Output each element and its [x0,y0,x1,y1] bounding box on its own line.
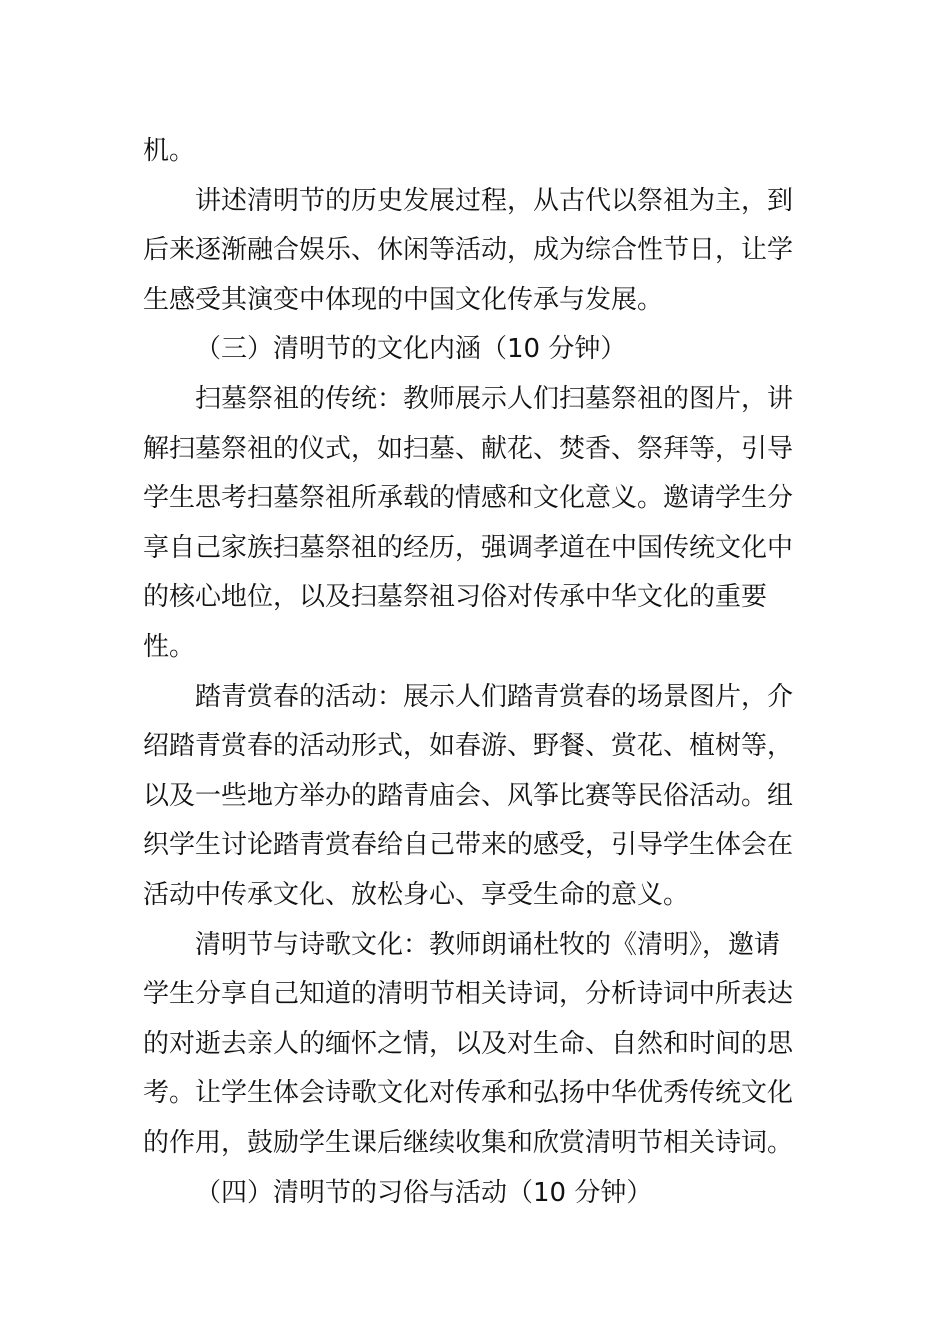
text-line: 后来逐渐融合娱乐、休闲等活动，成为综合性节日，让学 [143,235,794,265]
text-line: 绍踏青赏春的活动形式，如春游、野餐、赏花、植树等， [143,731,794,761]
text-line: 的作用，鼓励学生课后继续收集和欣赏清明节相关诗词。 [143,1128,794,1158]
text-line: 的对逝去亲人的缅怀之情，以及对生命、自然和时间的思 [143,1029,794,1059]
section-heading-3: （三）清明节的文化内涵（10 分钟） [195,334,627,364]
text-line: 解扫墓祭祖的仪式，如扫墓、献花、焚香、祭拜等，引导 [143,434,794,464]
paragraph-start: 扫墓祭祖的传统：教师展示人们扫墓祭祖的图片，讲 [195,384,794,414]
text-line: 生感受其演变中体现的中国文化传承与发展。 [143,285,664,315]
text-line: 学生思考扫墓祭祖所承载的情感和文化意义。邀请学生分 [143,483,794,513]
text-line: 机。 [143,136,196,166]
text-line: 享自己家族扫墓祭祖的经历，强调孝道在中国传统文化中 [143,533,794,563]
text-line: 性。 [143,632,196,662]
text-line: 的核心地位，以及扫墓祭祖习俗对传承中华文化的重要 [143,582,768,612]
paragraph-start: 讲述清明节的历史发展过程，从古代以祭祖为主，到 [195,186,794,216]
text-line: 以及一些地方举办的踏青庙会、风筝比赛等民俗活动。组 [143,781,794,811]
paragraph-start: 清明节与诗歌文化：教师朗诵杜牧的《清明》，邀请 [195,930,781,960]
text-line: 考。让学生体会诗歌文化对传承和弘扬中华优秀传统文化 [143,1078,794,1108]
paragraph-start: 踏青赏春的活动：展示人们踏青赏春的场景图片，介 [195,682,794,712]
text-line: 学生分享自己知道的清明节相关诗词，分析诗词中所表达 [143,979,794,1009]
text-line: 活动中传承文化、放松身心、享受生命的意义。 [143,880,690,910]
section-heading-4: （四）清明节的习俗与活动（10 分钟） [195,1178,653,1208]
text-line: 织学生讨论踏青赏春给自己带来的感受，引导学生体会在 [143,830,794,860]
